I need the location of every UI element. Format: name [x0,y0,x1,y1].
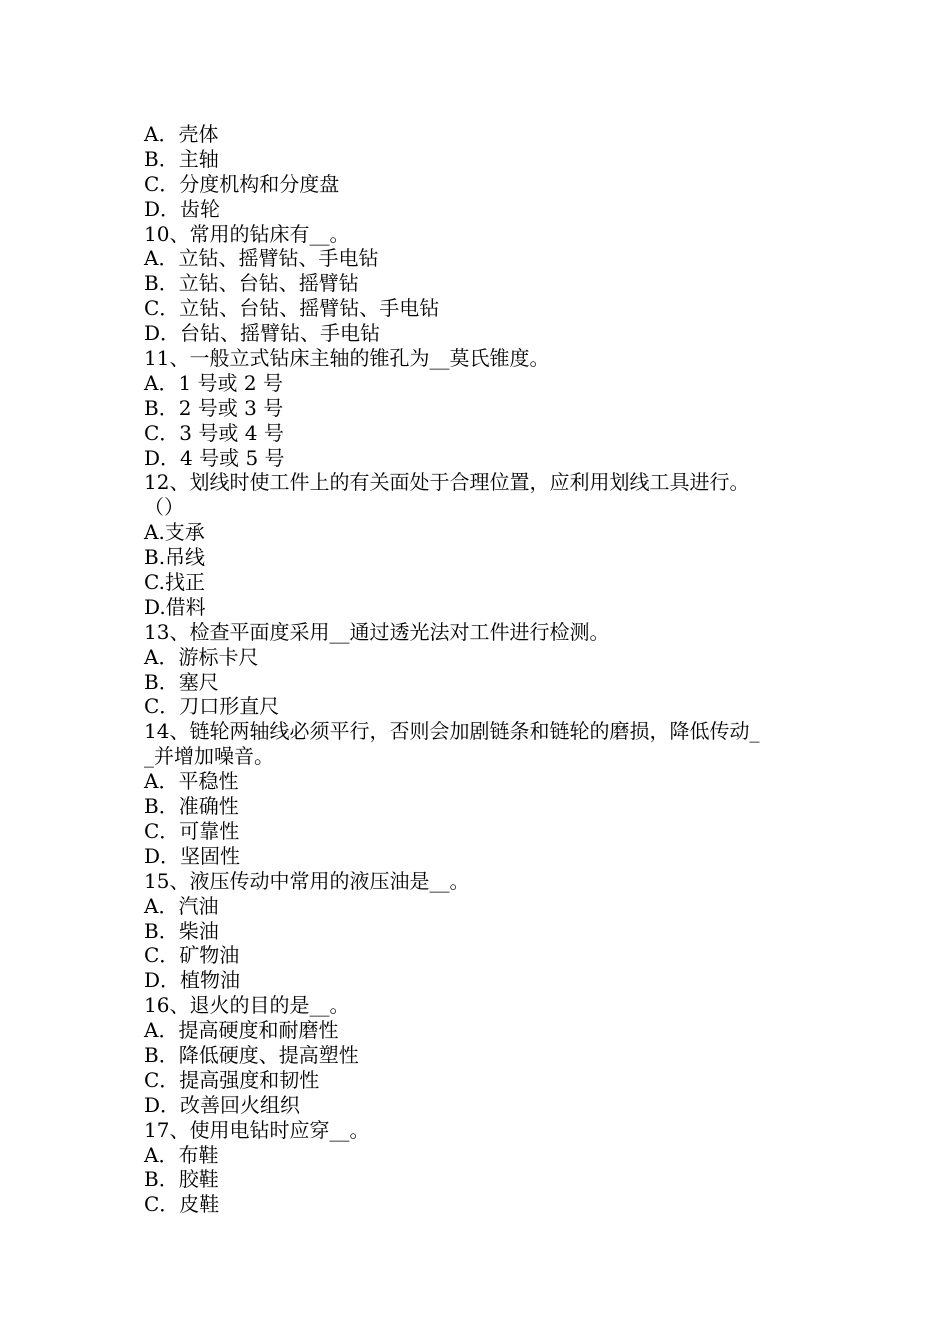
text-line: A．立钻、摇臂钻、手电钻 [144,246,379,271]
text-line: B．塞尺 [144,669,219,694]
question-line: 10、常用的钻床有__。 [144,221,350,246]
text-line: C．皮鞋 [144,1192,220,1217]
text-line: B．立钻、台钻、摇臂钻 [144,271,359,296]
text-line: D．改善回火组织 [144,1092,301,1117]
text-line: A．1 号或 2 号 [144,370,283,395]
text-line: （） [144,495,184,520]
text-line: D.借料 [144,594,206,619]
text-line: D．齿轮 [144,196,221,221]
question-line: 15、液压传动中常用的液压油是__。 [144,868,470,893]
text-line: D．4 号或 5 号 [144,445,285,470]
text-line: B．主轴 [144,146,219,171]
text-line: _并增加噪音。 [144,744,274,769]
text-line: A.支承 [144,520,205,545]
text-line: A．壳体 [144,122,219,146]
text-line: C．可靠性 [144,818,240,843]
text-line: C．立钻、台钻、摇臂钻、手电钻 [144,296,440,321]
text-line: C．提高强度和韧性 [144,1067,320,1092]
question-line: 11、一般立式钻床主轴的锥孔为__莫氏锥度。 [144,346,550,371]
text-line: A．汽油 [144,893,219,918]
text-line: B.吊线 [144,545,206,570]
text-line: B．柴油 [144,918,219,943]
question-line: 16、退火的目的是__。 [144,993,350,1018]
text-line: D．坚固性 [144,843,241,868]
text-line: D．植物油 [144,968,241,993]
text-line: C．刀口形直尺 [144,694,280,719]
text-line: D．台钻、摇臂钻、手电钻 [144,321,381,346]
text-line: B．降低硬度、提高塑性 [144,1042,359,1067]
text-line: B．2 号或 3 号 [144,395,284,420]
text-line: B．胶鞋 [144,1167,219,1192]
text-line: C．分度机构和分度盘 [144,171,340,196]
text-line: C．3 号或 4 号 [144,420,284,445]
text-line: A．提高硬度和耐磨性 [144,1018,339,1043]
document-page [144,122,824,1217]
question-line: 12、划线时使工件上的有关面处于合理位置，应利用划线工具进行。 [144,470,750,495]
text-line: A．平稳性 [144,769,239,794]
text-line: C．矿物油 [144,943,240,968]
question-line: 13、检查平面度采用__通过透光法对工件进行检测。 [144,619,610,644]
text-line: A．布鞋 [144,1142,219,1167]
text-line: B．准确性 [144,794,239,819]
question-line: 17、使用电钻时应穿__。 [144,1117,370,1142]
text-line: A．游标卡尺 [144,644,259,669]
text-line: C.找正 [144,570,205,595]
question-line: 14、链轮两轴线必须平行，否则会加剧链条和链轮的磨损，降低传动_ [144,719,760,744]
